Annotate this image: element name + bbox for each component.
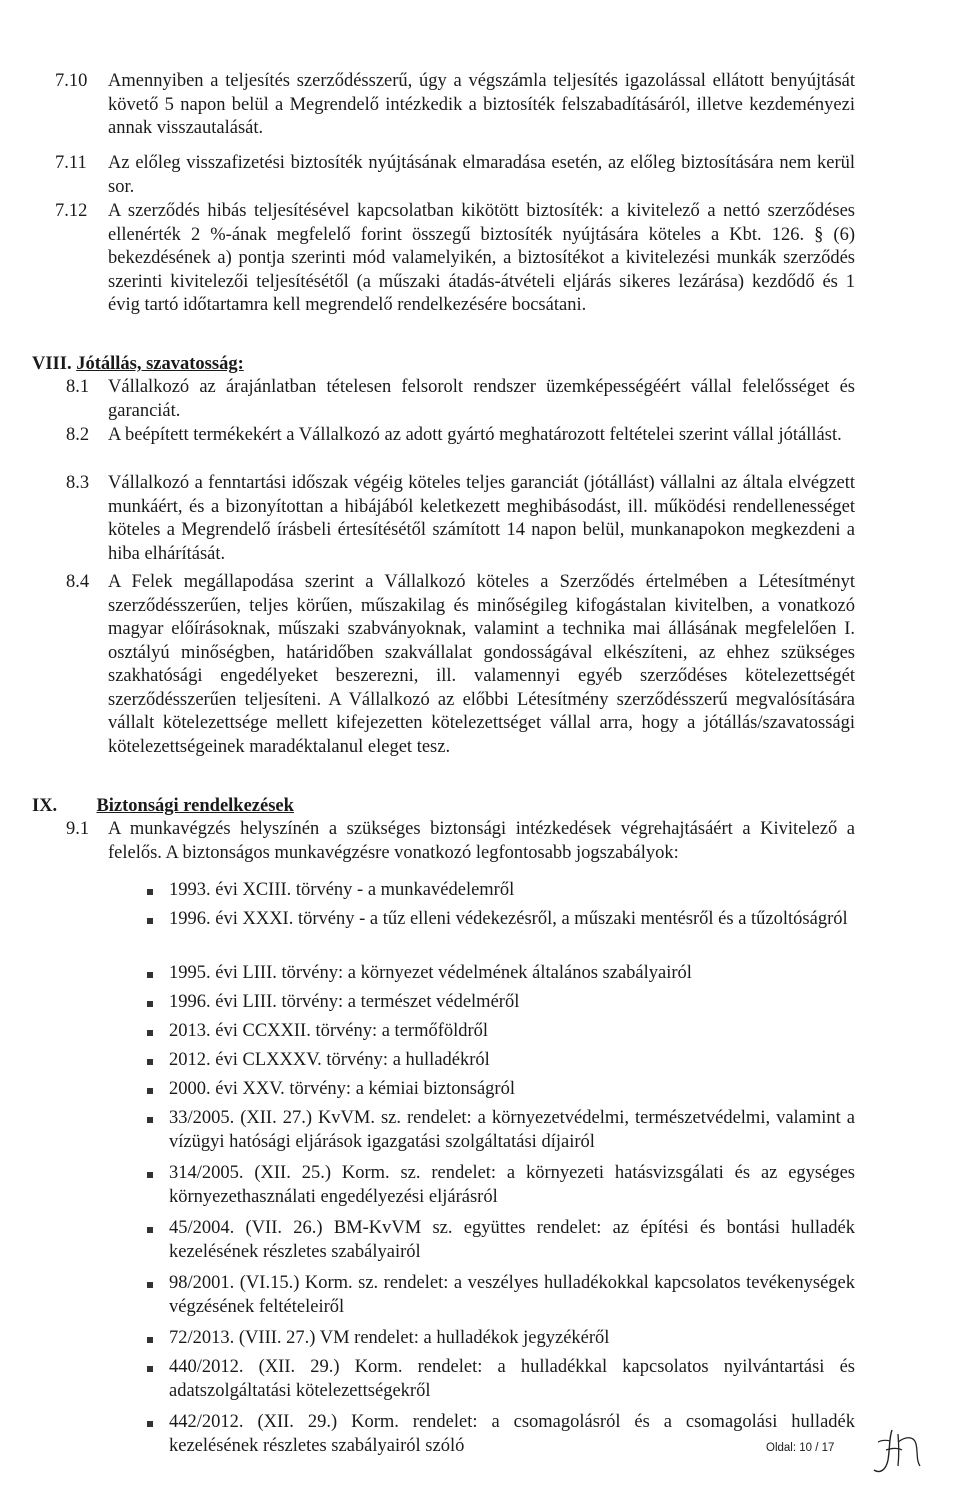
paragraph: Amennyiben a teljesítés szerződésszerű, úgy a végszámla teljesítés igazolással ellátott benyújtását követő 5 napon belül a Megrendelő intézkedik a biztosíték felszabadításáról, illetve kezdeményezi annak visszautalását. <box>108 71 855 138</box>
law-item: 45/2004. (VII. 26.) BM-KvVM sz. együttes rendelet: az építési és bontási hulladék kezelésének részletes szabályairól <box>169 1218 855 1262</box>
section-heading-biztonsag <box>32 795 294 819</box>
law-item: 1996. évi XXXI. törvény - a tűz elleni védekezésről, a műszaki mentésről és a tűzoltóságról <box>169 909 848 929</box>
section-roman: IX. <box>32 796 58 816</box>
section-roman: VIII. <box>32 354 72 374</box>
law-item: 314/2005. (XII. 25.) Korm. sz. rendelet: a környezeti hatásvizsgálati és az egységes környezethasználati engedélyezési eljárásról <box>169 1163 855 1207</box>
law-item: 2000. évi XXV. törvény: a kémiai biztonságról <box>169 1079 515 1099</box>
law-item: 1995. évi LIII. törvény: a környezet védelmének általános szabályairól <box>169 963 692 983</box>
bullet-icon <box>147 918 153 924</box>
signature-initials <box>868 1420 928 1480</box>
bullet-icon <box>147 1001 153 1007</box>
section-title: Jótállás, szavatosság: <box>76 354 244 374</box>
paragraph: Az előleg visszafizetési biztosíték nyújtásának elmaradása esetén, az előleg biztosítására nem kerül sor. <box>108 153 855 197</box>
paragraph: A szerződés hibás teljesítésével kapcsolatban kikötött biztosíték: a kivitelező a nettó szerződéses ellenérték 2 %-ának megfelelő forint összegű biztosíték nyújtására köteles a Kbt. 126. § (6) bekezdésének a) pontja szerinti mód valamelyikén, a biztosítékot a kivitelezési munkák szerződés szerinti kivitelezői teljesítésétől (a műszaki átadás-átvételi eljárás sikeres lezárása) kezdődő és 1 évig tartó időtartamra kell megrendelő rendelkezésére bocsátani. <box>108 201 855 315</box>
law-item: 72/2013. (VIII. 27.) VM rendelet: a hulladékok jegyzékéről <box>169 1328 610 1348</box>
bullet-icon <box>147 1421 153 1427</box>
law-item: 2013. évi CCXXII. törvény: a termőföldről <box>169 1021 489 1041</box>
section-title: Biztonsági rendelkezések <box>96 796 294 816</box>
page-number: Oldal: 10 / 17 <box>766 1442 835 1454</box>
paragraph: Vállalkozó az árajánlatban tételesen felsorolt rendszer üzemképességéért vállal felelősséget és garanciát. <box>108 377 855 421</box>
law-item: 98/2001. (VI.15.) Korm. sz. rendelet: a veszélyes hulladékokkal kapcsolatos tevékenységek végzésének feltételeiről <box>169 1273 855 1317</box>
law-item: 2012. évi CLXXXV. törvény: a hulladékról <box>169 1050 490 1070</box>
item-number: 7.12 <box>55 201 88 221</box>
section-heading-jotallas <box>32 353 244 377</box>
paragraph: A munkavégzés helyszínén a szükséges biztonsági intézkedések végrehajtásáért a Kivitelező a felelős. A biztonságos munkavégzésre vonatkozó legfontosabb jogszabályok: <box>108 819 855 863</box>
bullet-icon <box>147 1117 153 1123</box>
bullet-icon <box>147 972 153 978</box>
bullet-icon <box>147 1088 153 1094</box>
bullet-icon <box>147 1337 153 1343</box>
item-number: 7.10 <box>55 71 88 91</box>
bullet-icon <box>147 1366 153 1372</box>
bullet-icon <box>147 1172 153 1178</box>
item-number: 7.11 <box>55 153 87 173</box>
law-item: 1993. évi XCIII. törvény - a munkavédelemről <box>169 880 515 900</box>
paragraph: A beépített termékekért a Vállalkozó az adott gyártó meghatározott feltételei szerint vállal jótállást. <box>108 425 842 445</box>
item-number: 8.3 <box>66 473 90 493</box>
item-number: 9.1 <box>66 819 90 839</box>
bullet-icon <box>147 1059 153 1065</box>
paragraph: A Felek megállapodása szerint a Vállalkozó köteles a Szerződés értelmében a Létesítményt szerződésszerűen, teljes körűen, műszakilag és minőségileg kifogástalan kivitelben, a vonatkozó magyar előírásoknak, műszaki szabványoknak, valamint a technika mai állásának megfelelően I. osztályú minőségben, határidőben szakvállalat gondosságával elkészíteni, az ehhez szükséges szakhatósági engedélyeket beszerezni, ill. valamennyi egyéb szerződéses kötelezettségét szerződésszerűen teljesíteni. A Vállalkozó az előbbi Létesítmény szerződésszerű megvalósítására vállalt kötelezettsége mellett kifejezetten kötelezettséget vállal arra, hogy a jótállás/szavatossági kötelezettségeinek maradéktalanul eleget tesz. <box>108 572 855 757</box>
law-item: 440/2012. (XII. 29.) Korm. rendelet: a hulladékkal kapcsolatos nyilvántartási és adatszolgáltatási kötelezettségekről <box>169 1357 855 1401</box>
bullet-icon <box>147 1227 153 1233</box>
law-item: 33/2005. (XII. 27.) KvVM. sz. rendelet: a környezetvédelmi, természetvédelmi, valamint a vízügyi hatósági eljárások igazgatási szolgáltatási díjairól <box>169 1108 855 1152</box>
paragraph: Vállalkozó a fenntartási időszak végéig köteles teljes garanciát (jótállást) vállalni az általa elvégzett munkáért, és a bizonyítottan a hibájából keletkezett meghibásodást, ill. működési rendellenességet köteles a Megrendelő írásbeli értesítésétől számított 14 napon belül, munkanapokon megkezdeni a hiba elhárítását. <box>108 473 855 564</box>
law-item: 442/2012. (XII. 29.) Korm. rendelet: a csomagolásról és a csomagolási hulladék kezelésének részletes szabályairól szóló <box>169 1412 855 1456</box>
bullet-icon <box>147 889 153 895</box>
item-number: 8.4 <box>66 572 90 592</box>
item-number: 8.2 <box>66 425 90 445</box>
law-item: 1996. évi LIII. törvény: a természet védelméről <box>169 992 520 1012</box>
bullet-icon <box>147 1030 153 1036</box>
bullet-icon <box>147 1282 153 1288</box>
item-number: 8.1 <box>66 377 90 397</box>
